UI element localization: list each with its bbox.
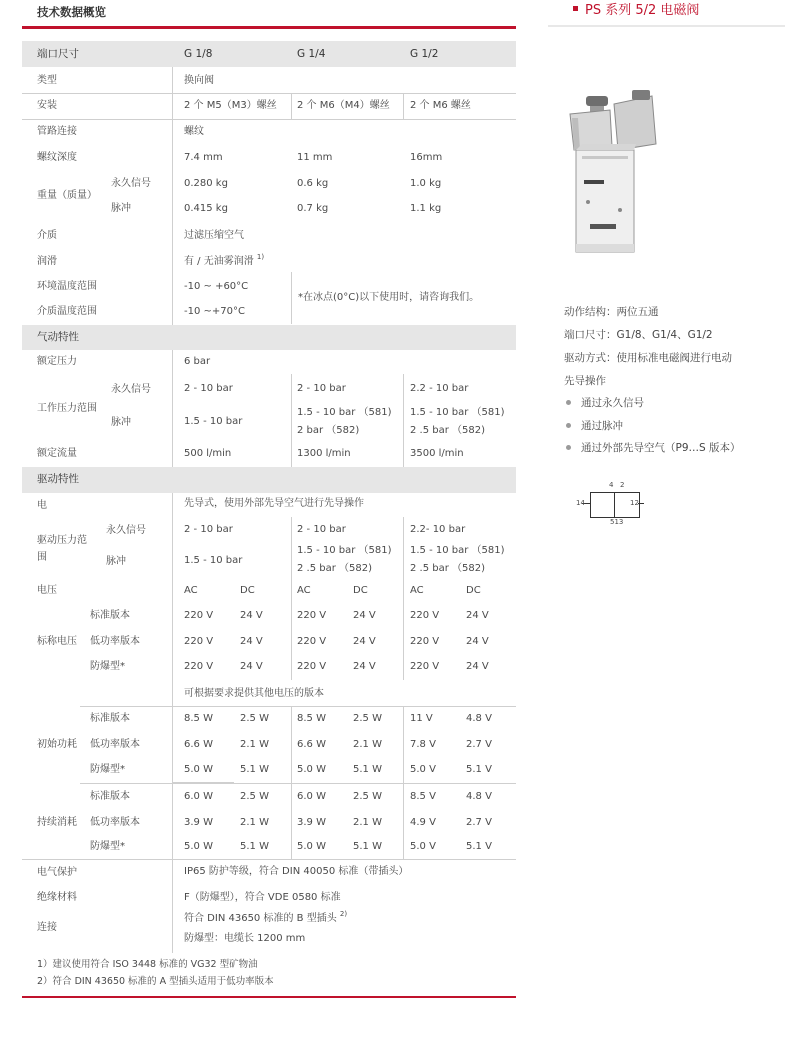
- side-port-size: 端口尺寸：G1/8、G1/4、G1/2: [564, 329, 713, 341]
- weight-permanent-label: 永久信号: [111, 178, 151, 189]
- medium-temp-label: 介质温度范围: [37, 306, 97, 317]
- power-value: 5.1 W: [353, 841, 382, 852]
- other-voltage-note: 可根据要求提供其他电压的版本: [184, 688, 324, 699]
- row-divider: [80, 783, 516, 784]
- power-value: 2.5 W: [240, 713, 269, 724]
- pneumatic-section-band: [22, 325, 516, 350]
- voltage-value: 220 V: [297, 610, 327, 621]
- col-divider: [172, 350, 173, 468]
- power-value: 6.0 W: [297, 791, 326, 802]
- nominal-voltage-label: 标称电压: [37, 636, 77, 647]
- row-divider: [80, 706, 516, 707]
- voltage-value: 220 V: [184, 661, 214, 672]
- work-pressure-value: 2 bar （582): [297, 425, 360, 436]
- page-title: 技术数据概览: [37, 5, 106, 19]
- power-value: 5.1 W: [240, 764, 269, 775]
- power-value: 5.0 W: [184, 841, 213, 852]
- protect-label: 电气保护: [37, 867, 77, 878]
- power-value: 2.7 V: [466, 817, 492, 828]
- elec-value: 先导式，使用外部先导空气进行先导操作: [184, 498, 364, 509]
- power-value: 5.0 W: [297, 841, 326, 852]
- flow-value: 1300 l/min: [297, 448, 351, 459]
- thread-label: 螺纹深度: [37, 152, 77, 163]
- drive-pressure-label-cont: 围: [37, 552, 47, 563]
- col-divider: [172, 493, 173, 953]
- explosion-label: 防爆型*: [90, 764, 125, 775]
- power-value: 6.6 W: [184, 739, 213, 750]
- voltage-value: 24 V: [353, 610, 376, 621]
- row-divider: [22, 859, 516, 860]
- protect-value: IP65 防护等级，符合 DIN 40050 标准（带插头）: [184, 866, 409, 877]
- voltage-value: 220 V: [184, 636, 214, 647]
- side-bullet: 通过永久信号: [566, 398, 644, 409]
- work-pressure-value: 2 - 10 bar: [184, 383, 233, 394]
- voltage-value: 24 V: [240, 636, 263, 647]
- standard-label: 标准版本: [90, 713, 130, 724]
- drive-pressure-value: 2.2- 10 bar: [410, 524, 466, 535]
- drive-pulse-label: 脉冲: [106, 556, 126, 567]
- explosion-label: 防爆型*: [90, 661, 125, 672]
- footer-rule: [22, 996, 516, 998]
- voltage-value: 24 V: [466, 661, 489, 672]
- medium-temp-value: -10 ~+70°C: [184, 306, 245, 317]
- power-value: 2.1 W: [240, 739, 269, 750]
- explosion-label: 防爆型*: [90, 841, 125, 852]
- voltage-value: 24 V: [240, 661, 263, 672]
- symbol-divider: [614, 492, 615, 518]
- power-value: 8.5 V: [410, 791, 436, 802]
- footnote-1: 1）建议使用符合 ISO 3448 标准的 VG32 型矿物油: [37, 959, 258, 970]
- product-title: PS 系列 5/2 电磁阀: [573, 4, 699, 17]
- power-value: 5.1 V: [466, 764, 492, 775]
- power-value: 5.1 W: [240, 841, 269, 852]
- pneumatic-section-title: 气动特性: [37, 331, 79, 343]
- standard-label: 标准版本: [90, 791, 130, 802]
- power-value: 2.1 W: [240, 817, 269, 828]
- dc-header: DC: [466, 585, 481, 596]
- symbol-port-12: 12: [630, 499, 639, 507]
- drive-permanent-label: 永久信号: [106, 525, 146, 536]
- side-bullet: 通过外部先导空气（P9…S 版本）: [566, 443, 741, 454]
- drive-section-title: 驱动特性: [37, 473, 79, 485]
- temp-note: *在冰点(0°C)以下使用时，请咨询我们。: [298, 292, 480, 303]
- power-value: 3.9 W: [184, 817, 213, 828]
- power-value: 7.8 V: [410, 739, 436, 750]
- work-pressure-value: 2 - 10 bar: [297, 383, 346, 394]
- power-value: 2.1 W: [353, 739, 382, 750]
- connect-value: 符合 DIN 43650 标准的 B 型插头 $^{2)}$: [184, 910, 348, 924]
- type-value: 换向阀: [184, 75, 214, 86]
- valve-groove: [582, 156, 628, 159]
- valve-cable-gland: [632, 90, 650, 100]
- lube-value: 有 / 无油雾润滑 $^{1)}$: [184, 253, 265, 267]
- col-divider: [172, 67, 173, 325]
- valve-nut: [586, 96, 608, 106]
- bullet-icon: [566, 400, 571, 405]
- drive-pressure-value: 1.5 - 10 bar （581): [410, 545, 505, 556]
- voltage-value: 220 V: [410, 636, 440, 647]
- valve-port-dot: [586, 200, 590, 204]
- power-value: 5.0 W: [184, 764, 213, 775]
- medium-label: 介质: [37, 230, 57, 241]
- side-bullet: 通过脉冲: [566, 421, 623, 432]
- symbol-port-2: 2: [620, 481, 625, 489]
- ac-header: AC: [297, 585, 311, 596]
- voltage-value: 24 V: [240, 610, 263, 621]
- lube-label: 润滑: [37, 256, 57, 267]
- weight-label: 重量（质量）: [37, 190, 97, 201]
- thread-value: 11 mm: [297, 152, 333, 163]
- voltage-value: 24 V: [466, 610, 489, 621]
- dc-header: DC: [240, 585, 255, 596]
- symbol-port-14: 14: [576, 499, 585, 507]
- side-drive-mode-cont: 先导操作: [564, 375, 606, 387]
- mount-label: 安装: [37, 100, 57, 111]
- valve-symbol-mark: [590, 224, 616, 229]
- port-g18: G 1/8: [184, 48, 213, 60]
- col-divider: [291, 374, 292, 468]
- power-value: 4.9 V: [410, 817, 436, 828]
- voltage-value: 24 V: [353, 661, 376, 672]
- mount-value: 2 个 M6（M4）螺丝: [297, 100, 390, 111]
- power-value: 5.0 V: [410, 764, 436, 775]
- work-pressure-value: 1.5 - 10 bar （581): [297, 407, 392, 418]
- solenoid-valve-image: [560, 84, 670, 269]
- dc-header: DC: [353, 585, 368, 596]
- weight-value: 1.1 kg: [410, 203, 442, 214]
- power-value: 2.5 W: [240, 791, 269, 802]
- row-divider: [22, 93, 516, 94]
- flow-label: 额定流量: [37, 448, 77, 459]
- drive-pressure-value: 2 .5 bar （582): [297, 563, 373, 574]
- square-bullet-icon: [573, 6, 578, 11]
- standard-label: 标准版本: [90, 610, 130, 621]
- insul-label: 绝缘材料: [37, 892, 77, 903]
- col-divider: [291, 272, 292, 324]
- connect-value-2: 防爆型：电缆长 1200 mm: [184, 933, 306, 944]
- power-value: 2.5 W: [353, 791, 382, 802]
- insul-value: F（防爆型），符合 VDE 0580 标准: [184, 892, 341, 903]
- power-value: 6.0 W: [184, 791, 213, 802]
- work-pressure-value: 1.5 - 10 bar: [184, 416, 243, 427]
- footnote-2: 2）符合 DIN 43650 标准的 A 型插头适用于低功率版本: [37, 976, 274, 987]
- weight-pulse-label: 脉冲: [111, 203, 131, 214]
- voltage-value: 24 V: [353, 636, 376, 647]
- valve-body: [576, 150, 634, 252]
- work-pressure-label: 工作压力范围: [37, 403, 97, 414]
- mount-value: 2 个 M6 螺丝: [410, 100, 471, 111]
- symbol-port-513: 513: [610, 518, 624, 526]
- voltage-value: 220 V: [410, 661, 440, 672]
- ac-header: AC: [184, 585, 198, 596]
- type-label: 类型: [37, 75, 57, 86]
- thread-value: 16mm: [410, 152, 443, 163]
- col-divider: [291, 517, 292, 680]
- work-permanent-label: 永久信号: [111, 384, 151, 395]
- side-action-structure: 动作结构：两位五通: [564, 306, 659, 318]
- rated-pressure-label: 额定压力: [37, 356, 77, 367]
- valve-brand-mark: [584, 180, 604, 184]
- flow-value: 3500 l/min: [410, 448, 464, 459]
- voltage-value: 220 V: [297, 636, 327, 647]
- power-value: 2.1 W: [353, 817, 382, 828]
- power-value: 8.5 W: [297, 713, 326, 724]
- power-value: 5.0 V: [410, 841, 436, 852]
- col-divider: [403, 93, 404, 119]
- power-value: 8.5 W: [184, 713, 213, 724]
- hold-power-label: 持续消耗: [37, 817, 77, 828]
- lowpower-label: 低功率版本: [90, 636, 140, 647]
- thread-value: 7.4 mm: [184, 152, 223, 163]
- drive-pressure-value: 1.5 - 10 bar （581): [297, 545, 392, 556]
- weight-value: 1.0 kg: [410, 178, 442, 189]
- valve-base: [576, 244, 634, 252]
- lowpower-label: 低功率版本: [90, 817, 140, 828]
- work-pulse-label: 脉冲: [111, 417, 131, 428]
- row-divider: [172, 782, 234, 783]
- weight-value: 0.7 kg: [297, 203, 329, 214]
- power-value: 2.5 W: [353, 713, 382, 724]
- col-divider: [291, 93, 292, 119]
- valve-connector: [614, 96, 656, 150]
- power-value: 3.9 W: [297, 817, 326, 828]
- col-divider: [403, 374, 404, 468]
- power-value: 6.6 W: [297, 739, 326, 750]
- drive-pressure-value: 1.5 - 10 bar: [184, 555, 243, 566]
- port-header-row: [22, 41, 516, 67]
- weight-value: 0.415 kg: [184, 203, 228, 214]
- pipe-value: 螺纹: [184, 126, 204, 137]
- voltage-value: 220 V: [297, 661, 327, 672]
- power-value: 5.1 W: [353, 764, 382, 775]
- work-pressure-value: 2 .5 bar （582): [410, 425, 486, 436]
- ac-header: AC: [410, 585, 424, 596]
- lowpower-label: 低功率版本: [90, 739, 140, 750]
- rated-pressure-value: 6 bar: [184, 356, 211, 367]
- title-rule: [22, 26, 516, 29]
- drive-pressure-value: 2 - 10 bar: [184, 524, 233, 535]
- bullet-icon: [566, 445, 571, 450]
- port-label: 端口尺寸: [37, 48, 79, 60]
- power-value: 5.0 W: [297, 764, 326, 775]
- ambient-temp-label: 环境温度范围: [37, 281, 97, 292]
- power-value: 4.8 V: [466, 791, 492, 802]
- voltage-label: 电压: [37, 585, 57, 596]
- port-g12: G 1/2: [410, 48, 439, 60]
- drive-pressure-label: 驱动压力范: [37, 535, 87, 546]
- valve-port-dot: [618, 208, 622, 212]
- voltage-value: 24 V: [466, 636, 489, 647]
- drive-pressure-value: 2 - 10 bar: [297, 524, 346, 535]
- drive-pressure-value: 2 .5 bar （582): [410, 563, 486, 574]
- title-rule-right: [548, 25, 785, 27]
- weight-value: 0.280 kg: [184, 178, 228, 189]
- power-value: 2.7 V: [466, 739, 492, 750]
- elec-label: 电: [37, 500, 47, 511]
- valve-body-top: [576, 144, 636, 150]
- col-divider: [403, 517, 404, 680]
- row-divider: [22, 119, 516, 120]
- flow-value: 500 l/min: [184, 448, 232, 459]
- power-value: 11 V: [410, 713, 433, 724]
- power-value: 4.8 V: [466, 713, 492, 724]
- work-pressure-value: 2.2 - 10 bar: [410, 383, 469, 394]
- mount-value: 2 个 M5（M3）螺丝: [184, 100, 277, 111]
- initial-power-label: 初始功耗: [37, 739, 77, 750]
- port-g14: G 1/4: [297, 48, 326, 60]
- voltage-value: 220 V: [410, 610, 440, 621]
- symbol-port-4: 4: [609, 481, 614, 489]
- power-value: 5.1 V: [466, 841, 492, 852]
- side-drive-mode: 驱动方式：使用标准电磁阀进行电动: [564, 352, 732, 364]
- drive-section-band: [22, 467, 516, 493]
- voltage-value: 220 V: [184, 610, 214, 621]
- medium-value: 过滤压缩空气: [184, 230, 244, 241]
- bullet-icon: [566, 423, 571, 428]
- pipe-label: 管路连接: [37, 126, 77, 137]
- work-pressure-value: 1.5 - 10 bar （581): [410, 407, 505, 418]
- ambient-temp-value: -10 ~ +60°C: [184, 281, 249, 292]
- weight-value: 0.6 kg: [297, 178, 329, 189]
- connect-label: 连接: [37, 922, 57, 933]
